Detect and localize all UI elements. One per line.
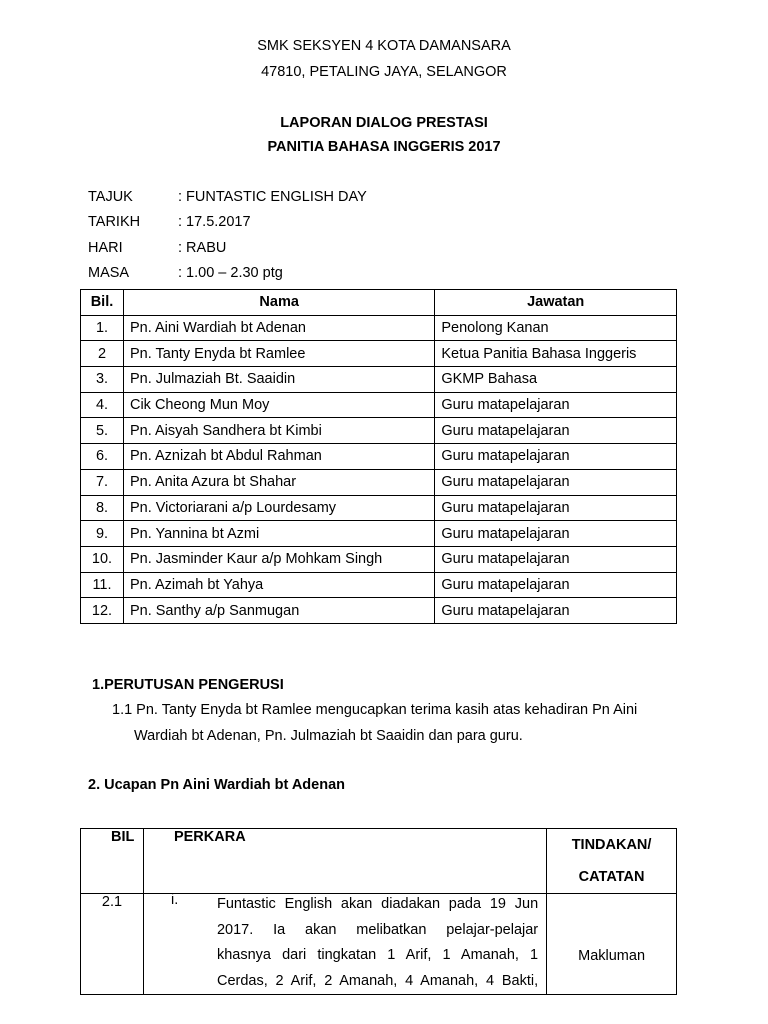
cell-bil: 1. <box>81 315 124 341</box>
cell-bil: 2 <box>81 341 124 367</box>
table-row <box>81 418 677 444</box>
section-1-heading: 1.PERUTUSAN PENGERUSI <box>92 677 284 693</box>
agenda-header-tindakan-line-2: CATATAN <box>578 869 645 885</box>
cell-nama: Pn. Santhy a/p Sanmugan <box>123 598 434 624</box>
agenda-item-roman: i. <box>170 892 179 908</box>
cell-jawatan: Ketua Panitia Bahasa Inggeris <box>435 341 677 367</box>
header-nama: Nama <box>123 290 434 316</box>
agenda-item-text <box>217 892 538 994</box>
meta-label: MASA <box>88 265 130 281</box>
cell-nama: Pn. Aini Wardiah bt Adenan <box>123 315 434 341</box>
table-row <box>81 572 677 598</box>
cell-jawatan: Guru matapelajaran <box>435 546 677 572</box>
cell-jawatan: Guru matapelajaran <box>435 469 677 495</box>
table-row <box>81 444 677 470</box>
agenda-header-tindakan-line-1: TINDAKAN/ <box>571 837 652 853</box>
cell-nama: Pn. Jasminder Kaur a/p Mohkam Singh <box>123 546 434 572</box>
cell-nama: Pn. Yannina bt Azmi <box>123 521 434 547</box>
cell-bil: 6. <box>81 444 124 470</box>
cell-nama: Pn. Azimah bt Yahya <box>123 572 434 598</box>
table-row <box>81 495 677 521</box>
agenda-header-bil: BIL <box>81 829 144 894</box>
cell-nama: Pn. Aisyah Sandhera bt Kimbi <box>123 418 434 444</box>
cell-bil: 11. <box>81 572 124 598</box>
meta-label: TAJUK <box>88 189 133 205</box>
agenda-cell-perkara <box>143 894 546 995</box>
table-row <box>81 367 677 393</box>
cell-bil: 5. <box>81 418 124 444</box>
cell-jawatan: Guru matapelajaran <box>435 392 677 418</box>
header-jawatan: Jawatan <box>435 290 677 316</box>
meta-value: : FUNTASTIC ENGLISH DAY <box>178 189 367 205</box>
table-row <box>81 894 677 995</box>
table-row <box>81 315 677 341</box>
section-1-line-1: 1.1 Pn. Tanty Enyda bt Ramlee mengucapkan terima kasih atas kehadiran Pn Aini <box>112 702 638 718</box>
agenda-text-line: Funtastic English akan diadakan pada 19 Jun <box>216 896 539 912</box>
cell-nama: Pn. Victoriarani a/p Lourdesamy <box>123 495 434 521</box>
cell-bil: 8. <box>81 495 124 521</box>
agenda-text-line: 2017. Ia akan melibatkan pelajar-pelajar <box>216 921 539 938</box>
cell-bil: 3. <box>81 367 124 393</box>
cell-bil: 7. <box>81 469 124 495</box>
cell-bil: 9. <box>81 521 124 547</box>
section-2-heading: 2. Ucapan Pn Aini Wardiah bt Adenan <box>88 777 345 793</box>
cell-nama: Pn. Julmaziah Bt. Saaidin <box>123 367 434 393</box>
cell-jawatan: Guru matapelajaran <box>435 598 677 624</box>
agenda-header-perkara: PERKARA <box>143 829 546 894</box>
cell-nama: Pn. Aznizah bt Abdul Rahman <box>123 444 434 470</box>
school-address: 47810, PETALING JAYA, SELANGOR <box>261 64 507 80</box>
report-title: LAPORAN DIALOG PRESTASI <box>280 115 488 131</box>
table-row <box>81 392 677 418</box>
staff-table-header <box>81 290 677 316</box>
cell-jawatan: Guru matapelajaran <box>435 521 677 547</box>
agenda-text-line: khasnya dari tingkatan 1 Arif, 1 Amanah, 1 <box>216 947 539 963</box>
table-row <box>81 341 677 367</box>
table-row <box>81 469 677 495</box>
table-row <box>81 598 677 624</box>
agenda-header-tindakan <box>547 829 677 894</box>
agenda-table-header <box>81 829 677 894</box>
cell-jawatan: Guru matapelajaran <box>435 572 677 598</box>
agenda-text-line: Cerdas, 2 Arif, 2 Amanah, 4 Amanah, 4 Bakti, <box>216 972 539 989</box>
cell-nama: Cik Cheong Mun Moy <box>123 392 434 418</box>
meta-label: TARIKH <box>88 214 141 230</box>
cell-jawatan: Penolong Kanan <box>435 315 677 341</box>
meta-value: : 1.00 – 2.30 ptg <box>178 265 283 281</box>
cell-jawatan: Guru matapelajaran <box>435 444 677 470</box>
cell-bil: 12. <box>81 598 124 624</box>
header-bil: Bil. <box>81 290 124 316</box>
panel-title: PANITIA BAHASA INGGERIS 2017 <box>267 139 501 155</box>
meta-value: : RABU <box>178 240 227 256</box>
section-1-line-2: Wardiah bt Adenan, Pn. Julmaziah bt Saaidin dan para guru. <box>134 728 523 744</box>
cell-nama: Pn. Tanty Enyda bt Ramlee <box>123 341 434 367</box>
cell-bil: 4. <box>81 392 124 418</box>
staff-table <box>80 289 677 624</box>
school-name: SMK SEKSYEN 4 KOTA DAMANSARA <box>257 38 511 54</box>
table-row <box>81 521 677 547</box>
agenda-table <box>80 828 677 995</box>
cell-nama: Pn. Anita Azura bt Shahar <box>123 469 434 495</box>
cell-bil: 10. <box>81 546 124 572</box>
agenda-cell-bil: 2.1 <box>81 894 144 995</box>
cell-jawatan: GKMP Bahasa <box>435 367 677 393</box>
meta-label: HARI <box>88 240 123 256</box>
table-row <box>81 546 677 572</box>
cell-jawatan: Guru matapelajaran <box>435 495 677 521</box>
agenda-cell-tindakan: Makluman <box>547 894 677 995</box>
cell-jawatan: Guru matapelajaran <box>435 418 677 444</box>
meta-value: : 17.5.2017 <box>178 214 251 230</box>
